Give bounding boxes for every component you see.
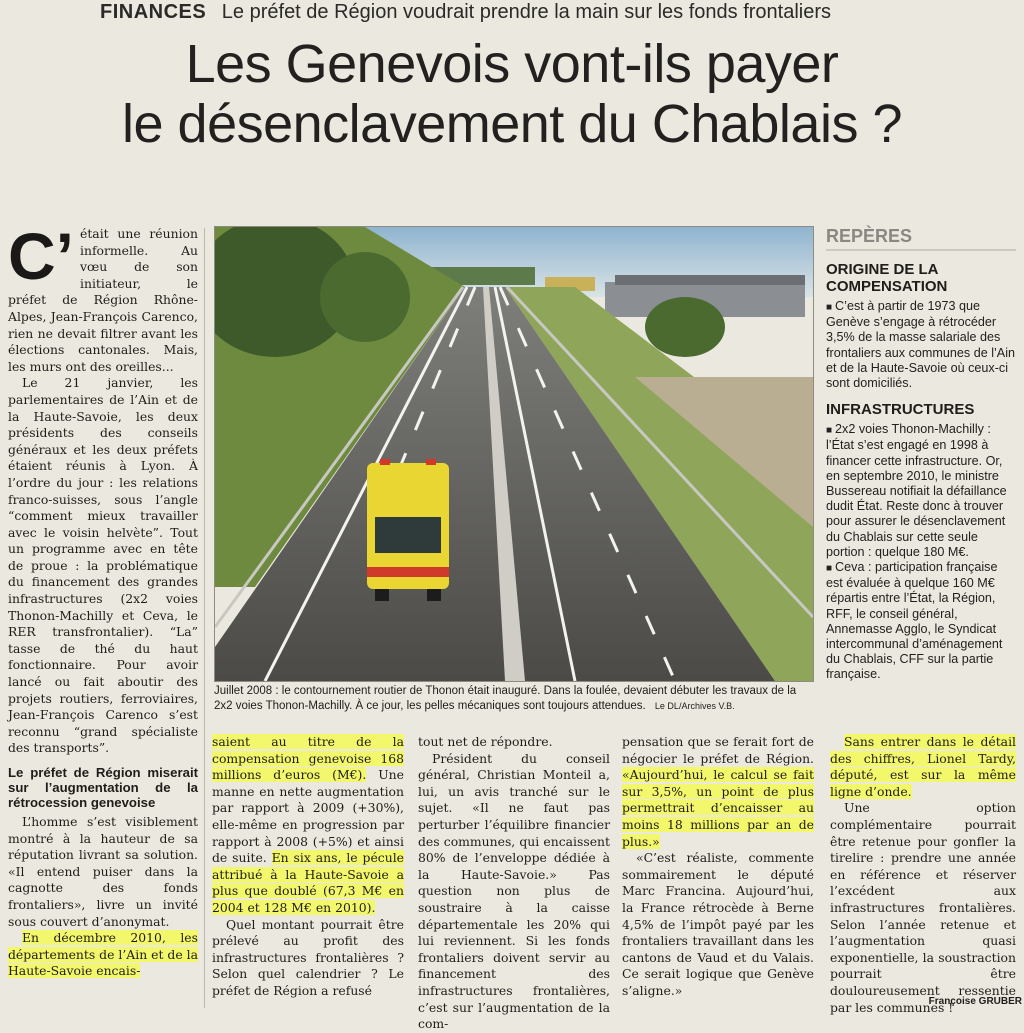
reperes-sidebar xyxy=(826,226,1016,683)
reperes-text-ceva xyxy=(826,560,1016,683)
drop-cap: C’ xyxy=(8,219,74,293)
highway-illustration xyxy=(215,227,813,681)
photo-credit: Le DL/Archives V.B. xyxy=(654,701,735,711)
reperes-text: C’est à partir de 1973 que Genève s’engage à rétrocéder 3,5% de la masse salariale des frontaliers aux communes de l’Ain et de la Haute-Savoie où ceux-ci sont domiciliés. xyxy=(826,299,1015,391)
reperes-heading-origine: ORIGINE DE LA COMPENSATION xyxy=(826,261,948,295)
highlighted-text: En six ans, le pécule attribué à la Haute-Savoie a plus que doublé (67,3 M€ en 2004 et 128 M€ en 2010). xyxy=(212,850,404,915)
col4-paragraph-2: «C’est réaliste, commente sommairement le député Marc Francina. Aujourd’hui, la France rétrocède à Berne 4,5% de l’impôt payé par les frontaliers travaillant dans les cantons de Vaud et du Valais. Ce serait logique que Genève s’aligne.» xyxy=(622,850,814,998)
column-4 xyxy=(622,734,814,1000)
column-3 xyxy=(418,734,610,1033)
col5-paragraph-1 xyxy=(830,734,1016,800)
column-divider xyxy=(204,228,205,1008)
square-bullet-icon: ■ xyxy=(826,425,833,437)
headline xyxy=(20,34,1004,154)
reperes-text-origine xyxy=(826,299,1016,391)
photo-caption xyxy=(214,684,812,714)
col1-paragraph-4 xyxy=(8,930,198,980)
highlighted-text: «Aujourd’hui, le calcul se fait sur 3,5%, un point de plus permettrait d’encaisser au moins 18 millions par an de plus.» xyxy=(622,767,814,849)
headline-line-1: Les Genevois vont-ils payer xyxy=(185,34,839,94)
caption-text: Juillet 2008 : le contournement routier de Thonon était inauguré. Dans la foulée, devaient débuter les travaux de la 2x2 voies Thonon-Machilly. À ce jour, les pelles mécaniques sont toujours attendues. xyxy=(214,685,797,712)
photo-highway xyxy=(214,226,814,682)
highlighted-text: En décembre 2010, les départements de l’Ain et de la Haute-Savoie encais- xyxy=(8,930,198,979)
col4-paragraph-1 xyxy=(622,734,814,850)
col3-paragraph-1: tout net de répondre. xyxy=(418,734,553,749)
reperes-title: REPÈRES xyxy=(826,226,1016,251)
column-2 xyxy=(212,734,404,1000)
col5-paragraph-2: Une option complémentaire pourrait être retenue pour gonfler la tirelire : prendre une année en référence et réserver l’excédent aux infrastructures frontalières. Selon l’année retenue et l’augmentation quasi exponentielle, la soustraction pourrait être douloureusement ressentie par les communes ! xyxy=(830,800,1016,1015)
kicker xyxy=(100,0,1000,26)
col4-text: pensation que se ferait fort de négocier le préfet de Région. xyxy=(622,734,814,766)
reperes-text-thonon xyxy=(826,422,1016,560)
square-bullet-icon: ■ xyxy=(826,302,833,313)
kicker-text: Le préfet de Région voudrait prendre la main sur les fonds frontaliers xyxy=(221,1,832,23)
col1-paragraph-2: Le 21 janvier, les parlementaires de l’Ain et de la Haute-Savoie, les deux présidents des conseils généraux et les deux préfets étaient réunis à Lyon. À l’ordre du jour : les relations franco-suisses, sous l’angle “comment mieux travailler avec le voisin helvète”. Tout un programme avec en tête de proue : la problématique du financement des grandes infrastructures (2x2 voies Thonon-Machilly et Ceva, le RER transfrontalier). “La” tasse de thé du haut fonctionnaire. Pour avoir lancé ou fait aboutir des projets routiers, ferroviaires, Jean-François Carenco s’est reconnu “grand spécialiste des transports”. xyxy=(8,375,198,756)
col2-paragraph-1 xyxy=(212,734,404,917)
col1-paragraph-3: L’homme s’est visiblement montré à la hauteur de sa réputation livrant sa solution. «Il entend puiser dans la cagnotte des fonds frontaliers», livre un invité sous couvert d’anonymat. xyxy=(8,814,198,929)
headline-line-2: le désenclavement du Chablais ? xyxy=(122,94,902,154)
col1-subhead: Le préfet de Région miserait sur l’augmentation de la rétrocession genevoise xyxy=(8,765,198,810)
col1-paragraph-1: était une réunion informelle. Au vœu de son initiateur, le préfet de Région Rhône-Alpes, Jean-François Carenco, rien ne devait filtrer avant les élections cantonales. Mais, les murs ont des oreilles... xyxy=(8,226,198,374)
square-bullet-icon: ■ xyxy=(826,563,833,575)
col3-paragraph-2: Président du conseil général, Christian Monteil a, lui, un avis tranché sur le sujet. «Il ne faut pas perturber l’équilibre financier des communes, qui encaissent 80% de l’enveloppe dédiée à la Haute-Savoie.» Pas question non plus de soustraire à la caisse départementale les 20% qui lui reviennent. Si les fonds frontaliers doivent servir au financement des infrastructures frontalières, c’est sur l’augmentation de la com- xyxy=(418,750,610,1032)
col2-paragraph-2: Quel montant pourrait être prélevé au profit des infrastructures frontalières ? Selon quel calendrier ? Le préfet de Région a refusé xyxy=(212,916,404,998)
reperes-text: 2x2 voies Thonon-Machilly : l’État s’est engagé en 1998 à financer cette infrastructure. Or, en septembre 2010, le ministre Bussereau notifiait la défaillance dudit État. Reste donc à trouver pour assurer le désenclavement du Chablais sur cette seule portion : quelque 180 M€. xyxy=(826,422,1007,559)
reperes-heading-infrastructures: INFRASTRUCTURES xyxy=(826,401,975,419)
section-tag: FINANCES xyxy=(100,1,207,23)
highlighted-text: Sans entrer dans le détail des chiffres, Lionel Tardy, député, est sur la même ligne d’onde. xyxy=(830,734,1016,799)
column-1 xyxy=(8,219,198,980)
col2-text: Une manne en nette augmentation par rapport à 2009 (+30%), elle-même en progression par rapport à 2008 (+5%) et ainsi de suite. xyxy=(212,767,404,866)
ambulance-vehicle xyxy=(367,459,449,601)
author-signature: Françoise GRUBER xyxy=(928,996,1022,1007)
highlighted-text: saient au titre de la compensation genevoise 168 millions d’euros (M€). xyxy=(212,734,404,783)
reperes-text: Ceva : participation française est évaluée à quelque 160 M€ répartis entre l’État, la Région, RFF, le conseil général, Annemasse Agglo, le Syndicat intercommunal d’aménagement du Chablais, CFF sur la partie française. xyxy=(826,560,1003,682)
column-5 xyxy=(830,734,1016,1016)
